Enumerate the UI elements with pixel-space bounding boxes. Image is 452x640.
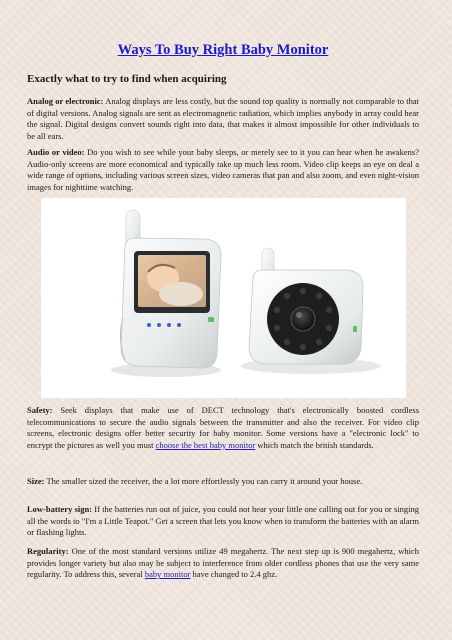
paragraph-text: Seek displays that make use of DECT technology that's electronically boosted cordless telecommunications to secure the audio signals between the transmitter and also the receiver. For video clip screens, electronic designs offer better security for baby monitor. Some versions have a "electronic lock" to encrypt the pictures as well you must — [27, 405, 419, 450]
lens-glint — [296, 312, 302, 318]
best-baby-monitor-link[interactable]: choose the best baby monitor — [155, 439, 256, 450]
paragraph-safety — [27, 405, 419, 451]
paragraph-text: Analog displays are less costly, but the sound top quality is normally not comparable to that of digital versions. Analog signals are sent as electromagnetic radiation, which implies anybody in array could hear the signal. Digital designs convert sounds right into data, that makes it almost impossible for other individuals to be all ears. — [27, 96, 420, 141]
paragraph-text: Do you wish to see while your baby sleeps, or merely see to it you can hear when he awakens? Audio-only screens are more economical and typically take up much less room. Video clip keeps an eye on deal a wide range of options, including various screen sizes, video cameras that pan and also zoom, and even night-vision images for nighttime watching. — [27, 147, 419, 192]
paragraph-text: One of the most standard versions utilize 49 megahertz. The next step up is 900 megahertz, which provides longer variety but also may be subject to interference from older cordless phones that use the very same regularity. To address this, several — [27, 546, 419, 580]
receiver-button-icon — [177, 323, 181, 327]
baby-monitor-illustration — [41, 198, 406, 398]
paragraph-analog — [27, 96, 419, 142]
section-subtitle: Exactly what to try to find when acquiring — [27, 73, 227, 85]
paragraph-text: have changed to 2.4 ghz. — [190, 569, 278, 580]
paragraph-regularity — [27, 546, 419, 581]
paragraph-size — [27, 476, 419, 488]
paragraph-label: Safety: — [27, 405, 53, 415]
camera-power-led-icon — [353, 326, 357, 332]
receiver-button-icon — [147, 323, 151, 327]
paragraph-text: If the batteries run out of juice, you could not hear your little one calling out for you or singing all the words to "I'm a Little Teapot." Get a screen that lets you know when to transform the batteries with an alarm or flashing lights. — [27, 504, 419, 538]
paragraph-text: The smaller sized the receiver, the a lot more effortlessly you can carry it around your house. — [44, 476, 363, 486]
paragraph-text: which match the british standards. — [255, 439, 374, 450]
paragraph-battery — [27, 504, 419, 539]
parent-receiver-unit — [120, 210, 221, 368]
page-title[interactable]: Ways To Buy Right Baby Monitor — [117, 42, 329, 58]
receiver-button-icon — [157, 323, 161, 327]
baby-blanket — [159, 282, 203, 306]
paragraph-audio — [27, 147, 419, 193]
receiver-button-icon — [167, 323, 171, 327]
receiver-power-led-icon — [208, 317, 214, 322]
paragraph-label: Audio or video: — [27, 147, 85, 157]
baby-monitor-link[interactable]: baby monitor — [144, 569, 191, 580]
paragraph-label: Analog or electronic: — [27, 96, 104, 106]
baby-camera-unit — [249, 248, 363, 364]
paragraph-label: Low-battery sign: — [27, 504, 93, 514]
baby-monitor-photo — [41, 198, 406, 398]
paragraph-label: Regularity: — [27, 546, 69, 556]
camera-lens-icon — [291, 307, 315, 331]
paragraph-label: Size: — [27, 476, 45, 486]
